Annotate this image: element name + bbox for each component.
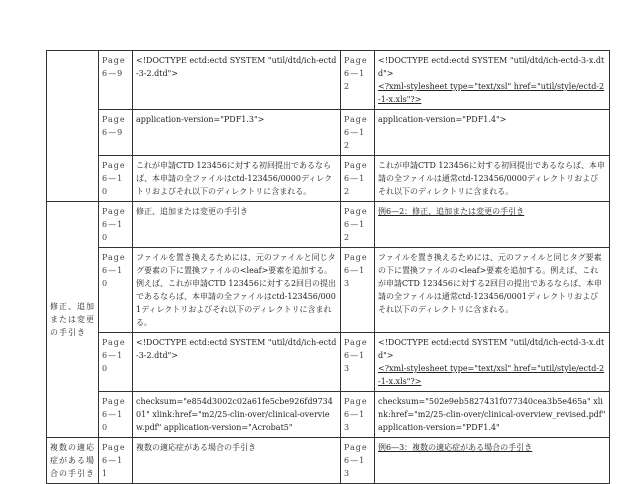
new-text: application-version="PDF1.4">	[375, 110, 610, 156]
table-row	[47, 438, 610, 484]
page-ref-new: Page 6—13	[341, 392, 375, 438]
page-ref-new: Page 6—12	[341, 156, 375, 202]
old-text-cell	[133, 51, 341, 110]
table-row	[47, 51, 610, 110]
old-text: 複数の適応症がある場合の手引き	[133, 438, 341, 484]
old-text: ファイルを置き換えるためには、元のファイルと同じタグ要素の下に置換ファイルの<leaf>要素を追加する。例えば、これが申請CTD 123456に対する2回目の提出であるならば、本申請の全ファイルはctd-123456/0001ディレクトリおよびそれ以下のディレクトリに含まれる。	[133, 248, 341, 333]
page-ref-new: Page 6—12	[341, 202, 375, 248]
table-row	[47, 333, 610, 392]
page-ref-old: Page 6—10	[99, 333, 133, 392]
page-ref-new: Page 6—12	[341, 51, 375, 110]
page-ref-new: Page 6—12	[341, 110, 375, 156]
new-text-cell	[375, 51, 610, 110]
new-text-cell	[375, 333, 610, 392]
page-ref-old: Page 6—11	[99, 438, 133, 484]
section-label: 複数の適応症がある場合の手引き	[47, 438, 99, 484]
section-label: 修正、追加または変更の手引き	[47, 202, 99, 438]
page-ref-new: Page 6—13	[341, 248, 375, 333]
new-text-added: <?xml-stylesheet type="text/xsl" href="util/style/ectd-2-1-x.xls"?>	[378, 82, 605, 104]
new-text: <!DOCTYPE ectd:ectd SYSTEM "util/dtd/ich-ectd-3-x.dtd">	[378, 338, 605, 360]
page-ref-old: Page 6—10	[99, 248, 133, 333]
page-ref-old: Page 6—9	[99, 51, 133, 110]
table-row	[47, 392, 610, 438]
old-text: checksum="e854d3002c02a61fe5cbe926fd973401" xlink:href="m2/25-clin-over/clinical-overview.pdf" application-version="Acrobat5"	[133, 392, 341, 438]
new-text: 例6—3：複数の適応症がある場合の手引き	[375, 438, 610, 484]
page-ref-old: Page 6—10	[99, 202, 133, 248]
page-ref-new: Page 6—13	[341, 438, 375, 484]
page-ref-old: Page 6—9	[99, 110, 133, 156]
new-text: checksum="502e9eb5827431f077340cea3b5e465a" xlink:href="m2/25-clin-over/clinical-overview_revised.pdf" application-version="PDF1.4"	[375, 392, 610, 438]
table-row	[47, 110, 610, 156]
section-cell-empty	[47, 51, 99, 202]
new-text-added: <?xml-stylesheet type="text/xsl" href="util/style/ectd-2-1-x.xls"?>	[378, 364, 605, 386]
table-row	[47, 248, 610, 333]
old-text: <!DOCTYPE ectd:ectd SYSTEM "util/dtd/ich-ectd-3-2.dtd">	[133, 333, 341, 392]
new-text: <!DOCTYPE ectd:ectd SYSTEM "util/dtd/ich-ectd-3-x.dtd">	[378, 56, 605, 78]
new-text: 例6—2：修正、追加または変更の手引き	[375, 202, 610, 248]
page-ref-old: Page 6—10	[99, 392, 133, 438]
table-row	[47, 156, 610, 202]
page-ref-new: Page 6—13	[341, 333, 375, 392]
old-text: <!DOCTYPE ectd:ectd SYSTEM "util/dtd/ich-ectd-3-2.dtd">	[136, 56, 337, 78]
comparison-table	[46, 50, 610, 484]
new-text: ファイルを置き換えるためには、元のファイルと同じタグ要素の下に置換ファイルの<leaf>要素を追加する。例えば、これが申請CTD 123456に対する2回目の提出であるならば、本申請の全ファイルは通常ctd-123456/0001ディレクトリおよびそれ以下のディレクトリに含まれる。	[375, 248, 610, 333]
new-text: これが申請CTD 123456に対する初回提出であるならば、本申請の全ファイルは通常ctd-123456/0000ディレクトリおよびそれ以下のディレクトリに含まれる。	[375, 156, 610, 202]
old-text: application-version="PDF1.3">	[133, 110, 341, 156]
page-ref-old: Page 6—10	[99, 156, 133, 202]
old-text: これが申請CTD 123456に対する初回提出であるならば、本申請の全ファイルはctd-123456/0000ディレクトリおよびそれ以下のディレクトリに含まれる。	[133, 156, 341, 202]
table-row	[47, 202, 610, 248]
old-text: 修正、追加または変更の手引き	[133, 202, 341, 248]
